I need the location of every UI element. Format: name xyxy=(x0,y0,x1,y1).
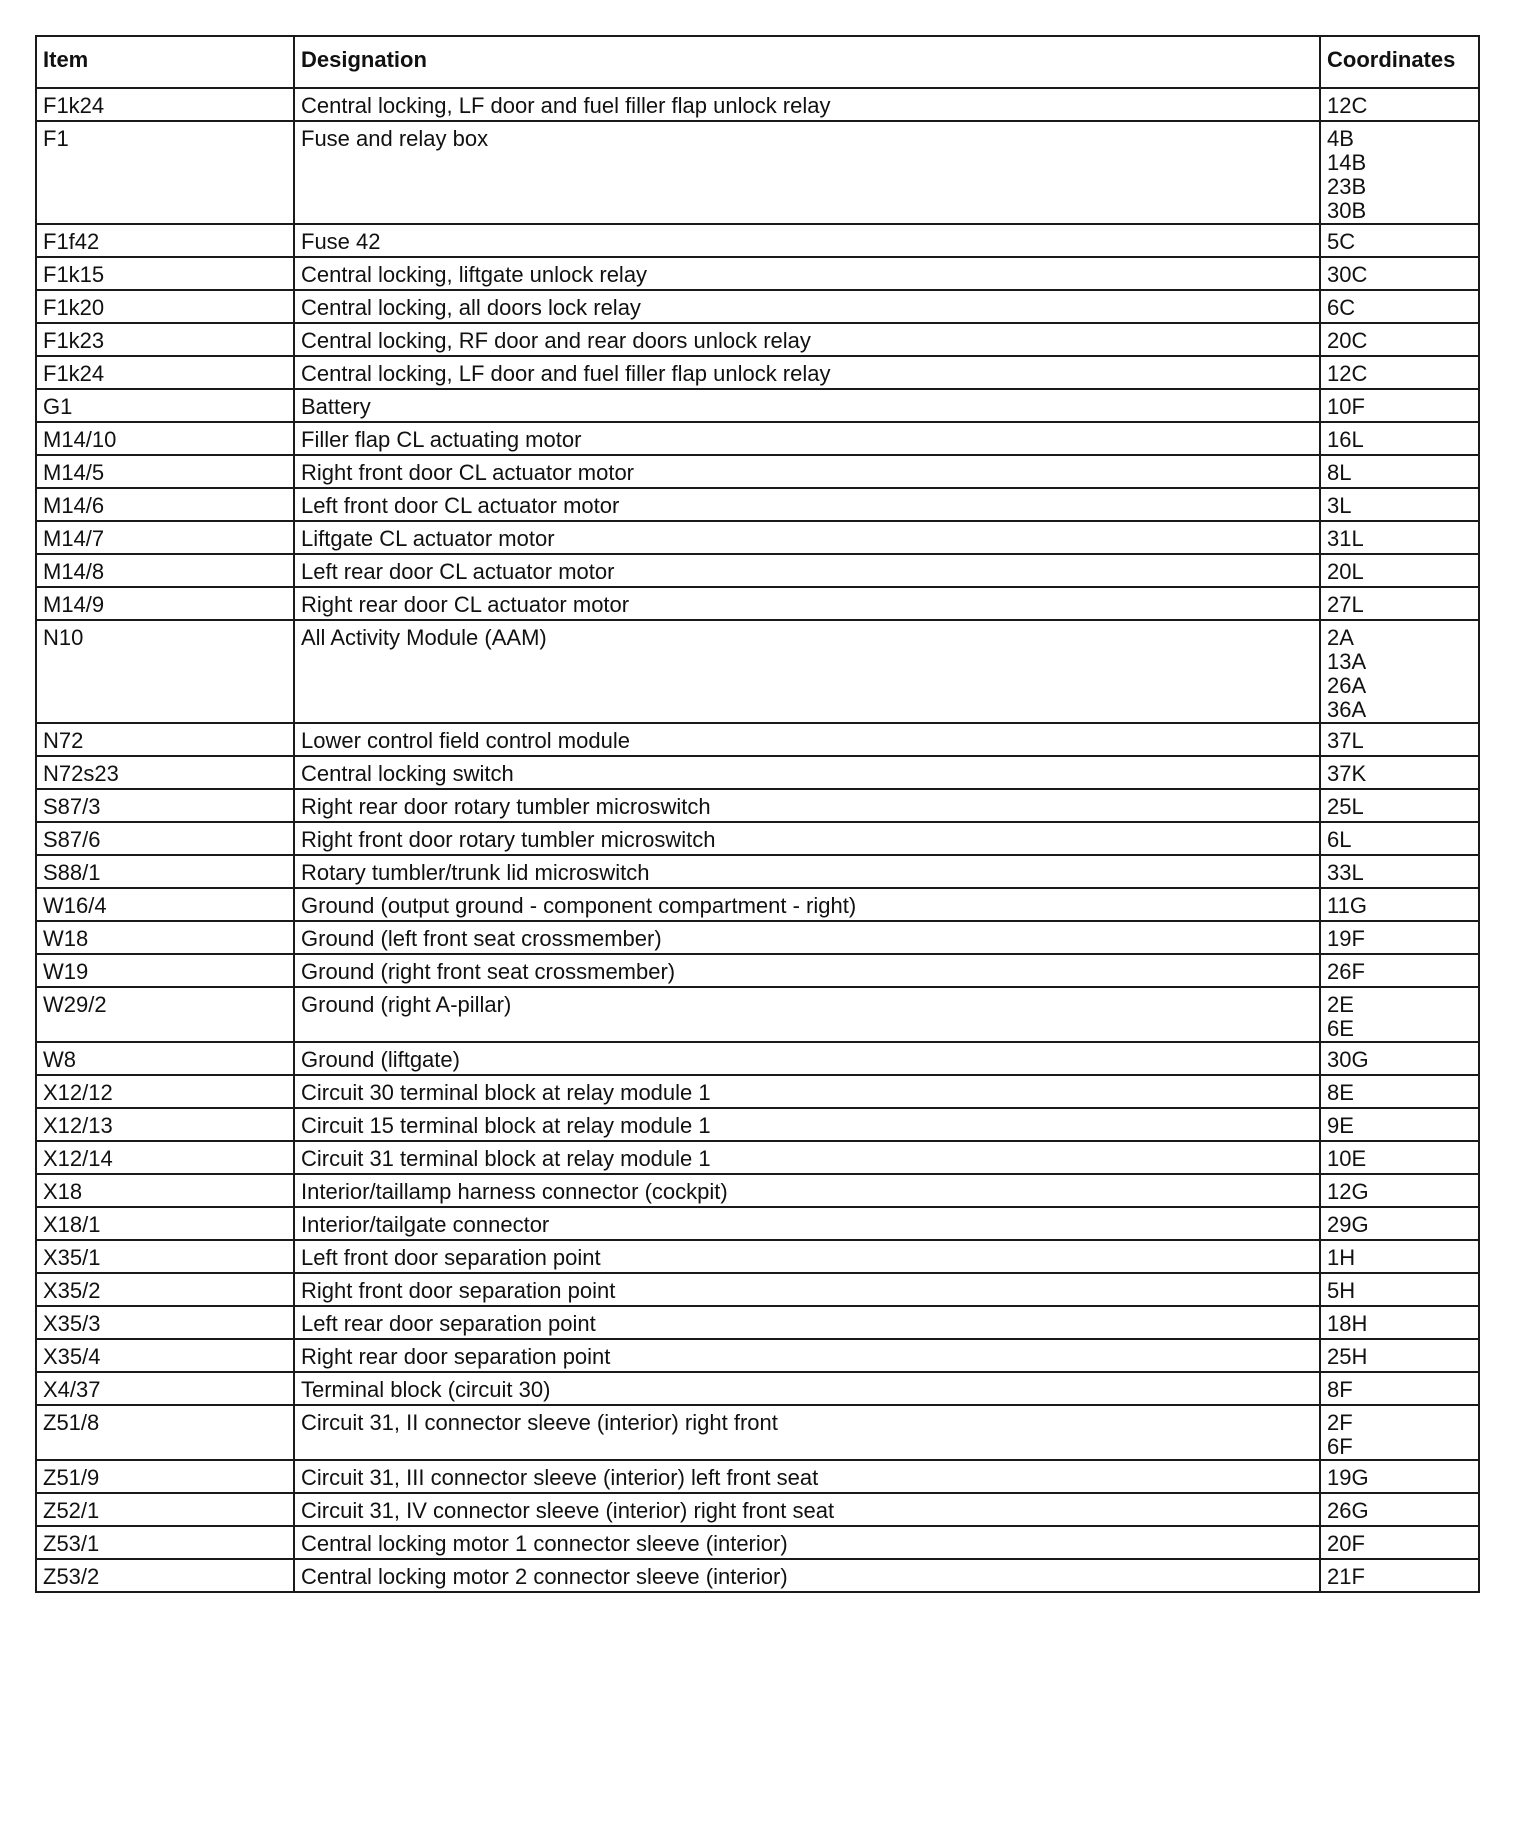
cell-coordinates xyxy=(1320,723,1479,756)
cell-designation: Interior/tailgate connector xyxy=(294,1207,1320,1240)
cell-designation: Central locking, liftgate unlock relay xyxy=(294,257,1320,290)
cell-coordinates xyxy=(1320,954,1479,987)
cell-designation: Circuit 31, II connector sleeve (interior) right front xyxy=(294,1405,1320,1460)
table-row xyxy=(36,888,1479,921)
coordinate-value: 21F xyxy=(1327,1564,1365,1589)
cell-designation: All Activity Module (AAM) xyxy=(294,620,1320,723)
coordinate-value: 2F xyxy=(1327,1410,1353,1435)
table-row xyxy=(36,822,1479,855)
cell-coordinates xyxy=(1320,1306,1479,1339)
cell-item: M14/8 xyxy=(36,554,294,587)
cell-coordinates xyxy=(1320,855,1479,888)
table-row xyxy=(36,1240,1479,1273)
table-row xyxy=(36,921,1479,954)
cell-designation: Right front door rotary tumbler microswitch xyxy=(294,822,1320,855)
cell-designation: Right front door CL actuator motor xyxy=(294,455,1320,488)
table-row xyxy=(36,954,1479,987)
table-row xyxy=(36,1306,1479,1339)
table-row xyxy=(36,224,1479,257)
cell-coordinates xyxy=(1320,1405,1479,1460)
cell-item: G1 xyxy=(36,389,294,422)
coordinate-value: 12C xyxy=(1327,361,1368,386)
cell-coordinates xyxy=(1320,1493,1479,1526)
cell-designation: Left rear door separation point xyxy=(294,1306,1320,1339)
coordinate-value: 4B xyxy=(1327,126,1354,151)
cell-item: Z51/9 xyxy=(36,1460,294,1493)
cell-item: F1k20 xyxy=(36,290,294,323)
coordinate-value: 16L xyxy=(1327,427,1364,452)
table-row xyxy=(36,1372,1479,1405)
cell-coordinates xyxy=(1320,554,1479,587)
cell-designation: Liftgate CL actuator motor xyxy=(294,521,1320,554)
table-row xyxy=(36,1141,1479,1174)
coordinate-value: 6E xyxy=(1327,1016,1354,1041)
coordinate-value: 5H xyxy=(1327,1278,1356,1303)
cell-item: F1f42 xyxy=(36,224,294,257)
table-row xyxy=(36,488,1479,521)
cell-coordinates xyxy=(1320,1207,1479,1240)
coordinate-value: 30C xyxy=(1327,262,1368,287)
cell-item: Z51/8 xyxy=(36,1405,294,1460)
coordinate-value: 25L xyxy=(1327,794,1364,819)
table-row xyxy=(36,1075,1479,1108)
coordinate-value: 10F xyxy=(1327,394,1365,419)
cell-designation: Left rear door CL actuator motor xyxy=(294,554,1320,587)
table-row xyxy=(36,1559,1479,1592)
coordinate-value: 12C xyxy=(1327,93,1368,118)
coordinate-value: 6C xyxy=(1327,295,1356,320)
table-row xyxy=(36,1493,1479,1526)
coordinate-value: 13A xyxy=(1327,649,1367,674)
cell-designation: Right rear door rotary tumbler microswitch xyxy=(294,789,1320,822)
coordinate-value: 9E xyxy=(1327,1113,1354,1138)
cell-item: M14/7 xyxy=(36,521,294,554)
coordinate-value: 31L xyxy=(1327,526,1364,551)
cell-coordinates xyxy=(1320,1460,1479,1493)
cell-item: W8 xyxy=(36,1042,294,1075)
cell-coordinates xyxy=(1320,389,1479,422)
cell-item: X12/13 xyxy=(36,1108,294,1141)
cell-designation: Central locking, LF door and fuel filler flap unlock relay xyxy=(294,88,1320,121)
table-row xyxy=(36,1405,1479,1460)
coordinate-value: 6F xyxy=(1327,1434,1353,1459)
coordinate-value: 29G xyxy=(1327,1212,1369,1237)
coordinate-value: 20C xyxy=(1327,328,1368,353)
cell-coordinates xyxy=(1320,88,1479,121)
cell-item: F1k15 xyxy=(36,257,294,290)
cell-item: S88/1 xyxy=(36,855,294,888)
header-coordinates: Coordinates xyxy=(1320,36,1479,88)
cell-coordinates xyxy=(1320,789,1479,822)
cell-coordinates xyxy=(1320,356,1479,389)
cell-coordinates xyxy=(1320,987,1479,1042)
coordinate-value: 1H xyxy=(1327,1245,1356,1270)
coordinate-value: 8L xyxy=(1327,460,1352,485)
cell-coordinates xyxy=(1320,422,1479,455)
coordinate-value: 8F xyxy=(1327,1377,1353,1402)
coordinate-value: 2E xyxy=(1327,992,1354,1017)
table-row xyxy=(36,554,1479,587)
cell-item: M14/6 xyxy=(36,488,294,521)
table-row xyxy=(36,855,1479,888)
coordinate-value: 10E xyxy=(1327,1146,1367,1171)
cell-coordinates xyxy=(1320,488,1479,521)
cell-designation: Ground (liftgate) xyxy=(294,1042,1320,1075)
cell-item: M14/10 xyxy=(36,422,294,455)
table-row xyxy=(36,422,1479,455)
cell-coordinates xyxy=(1320,756,1479,789)
table-row xyxy=(36,1207,1479,1240)
cell-coordinates xyxy=(1320,587,1479,620)
cell-item: X4/37 xyxy=(36,1372,294,1405)
cell-coordinates xyxy=(1320,1339,1479,1372)
cell-item: W18 xyxy=(36,921,294,954)
cell-coordinates xyxy=(1320,290,1479,323)
cell-item: X12/12 xyxy=(36,1075,294,1108)
cell-item: X12/14 xyxy=(36,1141,294,1174)
cell-designation: Central locking motor 1 connector sleeve (interior) xyxy=(294,1526,1320,1559)
table-row xyxy=(36,1174,1479,1207)
coordinate-value: 37L xyxy=(1327,728,1364,753)
coordinate-value: 26G xyxy=(1327,1498,1369,1523)
cell-item: X35/3 xyxy=(36,1306,294,1339)
coordinate-value: 26F xyxy=(1327,959,1365,984)
cell-coordinates xyxy=(1320,1372,1479,1405)
table-row xyxy=(36,1108,1479,1141)
cell-item: Z53/1 xyxy=(36,1526,294,1559)
coordinate-value: 3L xyxy=(1327,493,1352,518)
cell-designation: Ground (output ground - component compartment - right) xyxy=(294,888,1320,921)
table-row xyxy=(36,389,1479,422)
cell-designation: Left front door CL actuator motor xyxy=(294,488,1320,521)
cell-coordinates xyxy=(1320,1273,1479,1306)
cell-coordinates xyxy=(1320,620,1479,723)
cell-designation: Terminal block (circuit 30) xyxy=(294,1372,1320,1405)
table-row xyxy=(36,756,1479,789)
cell-coordinates xyxy=(1320,1108,1479,1141)
cell-item: X18 xyxy=(36,1174,294,1207)
cell-item: W29/2 xyxy=(36,987,294,1042)
cell-coordinates xyxy=(1320,888,1479,921)
cell-designation: Left front door separation point xyxy=(294,1240,1320,1273)
cell-designation: Fuse 42 xyxy=(294,224,1320,257)
table-row xyxy=(36,723,1479,756)
cell-designation: Ground (right A-pillar) xyxy=(294,987,1320,1042)
table-row xyxy=(36,257,1479,290)
table-row xyxy=(36,1273,1479,1306)
table-row xyxy=(36,88,1479,121)
cell-designation: Fuse and relay box xyxy=(294,121,1320,224)
cell-designation: Right front door separation point xyxy=(294,1273,1320,1306)
cell-coordinates xyxy=(1320,1559,1479,1592)
cell-item: N72 xyxy=(36,723,294,756)
cell-item: M14/5 xyxy=(36,455,294,488)
cell-coordinates xyxy=(1320,224,1479,257)
table-row xyxy=(36,121,1479,224)
coordinate-value: 23B xyxy=(1327,174,1367,199)
cell-designation: Circuit 31, III connector sleeve (interior) left front seat xyxy=(294,1460,1320,1493)
table-row xyxy=(36,620,1479,723)
cell-item: F1 xyxy=(36,121,294,224)
coordinate-value: 18H xyxy=(1327,1311,1368,1336)
cell-item: S87/6 xyxy=(36,822,294,855)
coordinate-value: 2A xyxy=(1327,625,1354,650)
cell-designation: Circuit 15 terminal block at relay module 1 xyxy=(294,1108,1320,1141)
coordinate-value: 26A xyxy=(1327,673,1367,698)
cell-item: Z53/2 xyxy=(36,1559,294,1592)
table-row xyxy=(36,1460,1479,1493)
cell-item: N72s23 xyxy=(36,756,294,789)
table-row xyxy=(36,521,1479,554)
cell-designation: Ground (left front seat crossmember) xyxy=(294,921,1320,954)
header-item: Item xyxy=(36,36,294,88)
coordinate-value: 30B xyxy=(1327,198,1367,223)
cell-coordinates xyxy=(1320,323,1479,356)
coordinate-value: 6L xyxy=(1327,827,1352,852)
table-row xyxy=(36,587,1479,620)
cell-coordinates xyxy=(1320,1075,1479,1108)
cell-item: W16/4 xyxy=(36,888,294,921)
cell-designation: Filler flap CL actuating motor xyxy=(294,422,1320,455)
cell-coordinates xyxy=(1320,1174,1479,1207)
coordinate-value: 37K xyxy=(1327,761,1367,786)
cell-designation: Central locking, RF door and rear doors unlock relay xyxy=(294,323,1320,356)
coordinate-value: 12G xyxy=(1327,1179,1369,1204)
coordinate-value: 20L xyxy=(1327,559,1364,584)
cell-designation: Circuit 31, IV connector sleeve (interior) right front seat xyxy=(294,1493,1320,1526)
cell-designation: Central locking switch xyxy=(294,756,1320,789)
coordinate-value: 27L xyxy=(1327,592,1364,617)
cell-item: N10 xyxy=(36,620,294,723)
table-row xyxy=(36,455,1479,488)
table-body xyxy=(36,88,1479,1592)
cell-designation: Central locking, all doors lock relay xyxy=(294,290,1320,323)
cell-item: X18/1 xyxy=(36,1207,294,1240)
cell-item: F1k23 xyxy=(36,323,294,356)
table-row xyxy=(36,356,1479,389)
cell-coordinates xyxy=(1320,455,1479,488)
cell-item: X35/4 xyxy=(36,1339,294,1372)
cell-coordinates xyxy=(1320,921,1479,954)
cell-item: W19 xyxy=(36,954,294,987)
table-row xyxy=(36,987,1479,1042)
table-row xyxy=(36,789,1479,822)
cell-item: M14/9 xyxy=(36,587,294,620)
cell-designation: Lower control field control module xyxy=(294,723,1320,756)
cell-coordinates xyxy=(1320,1240,1479,1273)
cell-coordinates xyxy=(1320,521,1479,554)
coordinate-value: 25H xyxy=(1327,1344,1368,1369)
table-row xyxy=(36,1526,1479,1559)
cell-coordinates xyxy=(1320,1042,1479,1075)
coordinate-value: 36A xyxy=(1327,697,1367,722)
cell-designation: Circuit 30 terminal block at relay module 1 xyxy=(294,1075,1320,1108)
cell-coordinates xyxy=(1320,1141,1479,1174)
cell-coordinates xyxy=(1320,257,1479,290)
cell-designation: Circuit 31 terminal block at relay module 1 xyxy=(294,1141,1320,1174)
cell-designation: Central locking motor 2 connector sleeve (interior) xyxy=(294,1559,1320,1592)
cell-designation: Right rear door CL actuator motor xyxy=(294,587,1320,620)
cell-coordinates xyxy=(1320,1526,1479,1559)
coordinate-value: 33L xyxy=(1327,860,1364,885)
cell-designation: Interior/taillamp harness connector (cockpit) xyxy=(294,1174,1320,1207)
cell-designation: Ground (right front seat crossmember) xyxy=(294,954,1320,987)
cell-designation: Central locking, LF door and fuel filler flap unlock relay xyxy=(294,356,1320,389)
cell-designation: Battery xyxy=(294,389,1320,422)
cell-item: Z52/1 xyxy=(36,1493,294,1526)
coordinate-value: 14B xyxy=(1327,150,1367,175)
header-designation: Designation xyxy=(294,36,1320,88)
table-row xyxy=(36,1042,1479,1075)
cell-coordinates xyxy=(1320,822,1479,855)
cell-coordinates xyxy=(1320,121,1479,224)
coordinate-value: 8E xyxy=(1327,1080,1354,1105)
cell-item: F1k24 xyxy=(36,356,294,389)
coordinate-value: 20F xyxy=(1327,1531,1365,1556)
table-row xyxy=(36,323,1479,356)
coordinate-value: 19F xyxy=(1327,926,1365,951)
coordinate-value: 11G xyxy=(1327,893,1367,918)
cell-item: X35/2 xyxy=(36,1273,294,1306)
coordinate-value: 5C xyxy=(1327,229,1356,254)
cell-designation: Rotary tumbler/trunk lid microswitch xyxy=(294,855,1320,888)
component-table xyxy=(35,35,1480,1593)
cell-item: S87/3 xyxy=(36,789,294,822)
coordinate-value: 19G xyxy=(1327,1465,1369,1490)
table-row xyxy=(36,1339,1479,1372)
coordinate-value: 30G xyxy=(1327,1047,1369,1072)
cell-item: F1k24 xyxy=(36,88,294,121)
cell-item: X35/1 xyxy=(36,1240,294,1273)
table-row xyxy=(36,290,1479,323)
cell-designation: Right rear door separation point xyxy=(294,1339,1320,1372)
table-header-row xyxy=(36,36,1479,88)
